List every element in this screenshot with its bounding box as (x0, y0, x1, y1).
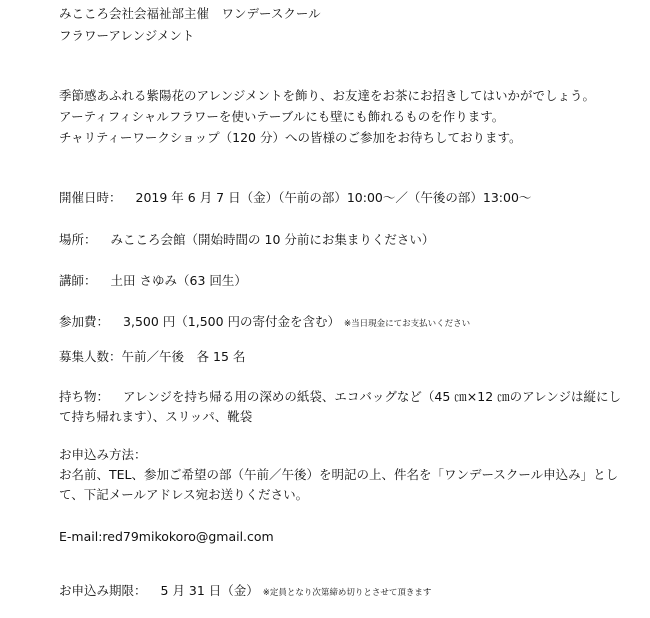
fee-label: 参加費： (59, 314, 110, 329)
application-label: お申込み方法： (59, 447, 147, 462)
email-address: E-mail:red79mikokoro@gmail.com (59, 529, 274, 544)
deadline-value: 5 月 31 日（金） (160, 583, 259, 598)
instructor-value: 土田 さゆみ（63 回生） (110, 273, 247, 288)
deadline-label: お申込み期限： (59, 583, 147, 598)
application-line-1: お名前、TEL、参加ご希望の部（午前／午後）を明記の上、件名を「ワンデースクール申込み」とし (59, 467, 619, 482)
deadline-note: ※定員となり次第締め切りとさせて頂きます (262, 588, 432, 598)
instructor-label: 講師： (59, 273, 97, 288)
fee-row (59, 314, 470, 332)
place-value: みこころ会館（開始時間の 10 分前にお集まりください） (110, 232, 435, 247)
capacity-row (59, 349, 245, 365)
belongings-row-1 (59, 389, 621, 405)
fee-note: ※当日現金にてお支払いください (344, 319, 471, 329)
place-label: 場所： (59, 232, 97, 247)
organizer-line: みこころ会社会福祉部主催 ワンデースクール (59, 6, 321, 21)
belongings-label: 持ち物： (59, 389, 110, 404)
instructor-row (59, 273, 247, 289)
capacity-label: 募集人数： (59, 349, 122, 364)
belongings-line-1: アレンジを持ち帰る用の深めの紙袋、エコバッグなど（45 ㎝×12 ㎝のアレンジは縦にし (123, 389, 621, 404)
intro-line-3: チャリティーワークショップ（120 分）への皆様のご参加をお待ちしております。 (59, 130, 522, 145)
date-row (59, 190, 531, 206)
capacity-value: 午前／午後 各 15 名 (121, 349, 246, 364)
application-line-2: て、下記メールアドレス宛お送りください。 (59, 487, 309, 502)
intro-line-1: 季節感あふれる紫陽花のアレンジメントを飾り、お友達をお茶にお招きしてはいかがでしょう。 (59, 88, 596, 103)
intro-line-2: アーティフィシャルフラワーを使いテーブルにも壁にも飾れるものを作ります。 (59, 109, 505, 124)
fee-value: 3,500 円（1,500 円の寄付金を含む） (123, 314, 341, 329)
belongings-row-2: て持ち帰れます）、スリッパ、靴袋 (59, 409, 253, 424)
deadline-row (59, 583, 431, 601)
document-title: フラワーアレンジメント (59, 28, 195, 43)
date-value: 2019 年 6 月 7 日（金）（午前の部）10:00～／（午後の部）13:00～ (135, 190, 532, 205)
date-label: 開催日時： (59, 190, 122, 205)
place-row (59, 232, 434, 248)
